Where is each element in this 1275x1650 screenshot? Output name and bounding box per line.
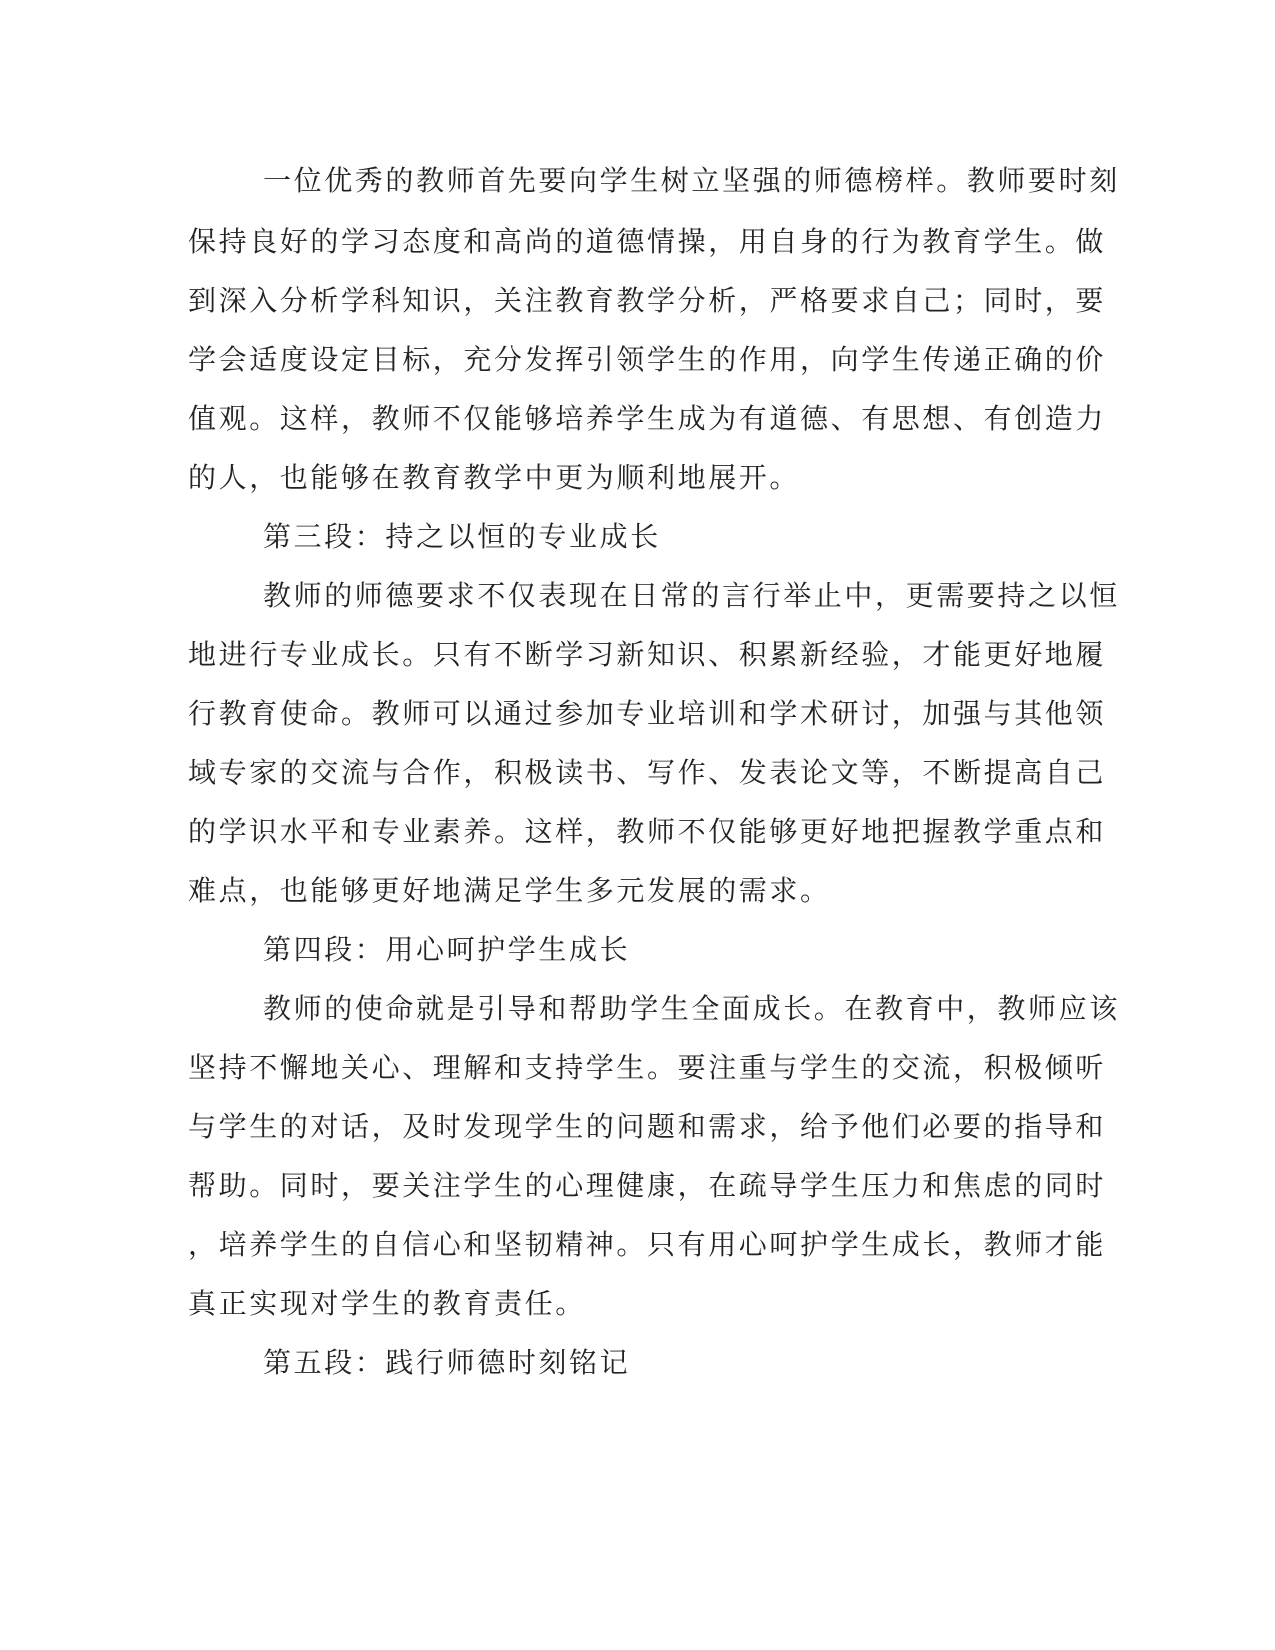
paragraph-line: 的人，也能够在教育教学中更为顺利地展开。 [188, 461, 801, 494]
paragraph-line: 帮助。同时，要关注学生的心理健康，在疏导学生压力和焦虑的同时 [188, 1169, 1107, 1202]
section-heading: 第三段：持之以恒的专业成长 [263, 520, 661, 553]
section-heading: 第四段：用心呵护学生成长 [263, 933, 631, 966]
paragraph-line: 域专家的交流与合作，积极读书、写作、发表论文等，不断提高自己 [188, 756, 1107, 789]
paragraph-line: 教师的使命就是引导和帮助学生全面成长。在教育中，教师应该 [263, 992, 1120, 1025]
paragraph-line: 一位优秀的教师首先要向学生树立坚强的师德榜样。教师要时刻 [263, 164, 1120, 197]
paragraph-line: 教师的师德要求不仅表现在日常的言行举止中，更需要持之以恒 [263, 579, 1120, 612]
paragraph-line: 坚持不懈地关心、理解和支持学生。要注重与学生的交流，积极倾听 [188, 1051, 1107, 1084]
paragraph-line: 学会适度设定目标，充分发挥引领学生的作用，向学生传递正确的价 [188, 343, 1107, 376]
paragraph-line: 真正实现对学生的教育责任。 [188, 1287, 586, 1320]
paragraph-line: ，培养学生的自信心和坚韧精神。只有用心呵护学生成长，教师才能 [188, 1228, 1107, 1261]
paragraph-line: 到深入分析学科知识，关注教育教学分析，严格要求自己；同时，要 [188, 284, 1107, 317]
paragraph-line: 地进行专业成长。只有不断学习新知识、积累新经验，才能更好地履 [188, 638, 1107, 671]
paragraph-line: 的学识水平和专业素养。这样，教师不仅能够更好地把握教学重点和 [188, 815, 1107, 848]
paragraph-line: 难点，也能够更好地满足学生多元发展的需求。 [188, 874, 831, 907]
paragraph-line: 值观。这样，教师不仅能够培养学生成为有道德、有思想、有创造力 [188, 402, 1107, 435]
paragraph-line: 与学生的对话，及时发现学生的问题和需求，给予他们必要的指导和 [188, 1110, 1107, 1143]
paragraph-line: 行教育使命。教师可以通过参加专业培训和学术研讨，加强与其他领 [188, 697, 1107, 730]
section-heading: 第五段：践行师德时刻铭记 [263, 1346, 631, 1379]
paragraph-line: 保持良好的学习态度和高尚的道德情操，用自身的行为教育学生。做 [188, 225, 1107, 258]
